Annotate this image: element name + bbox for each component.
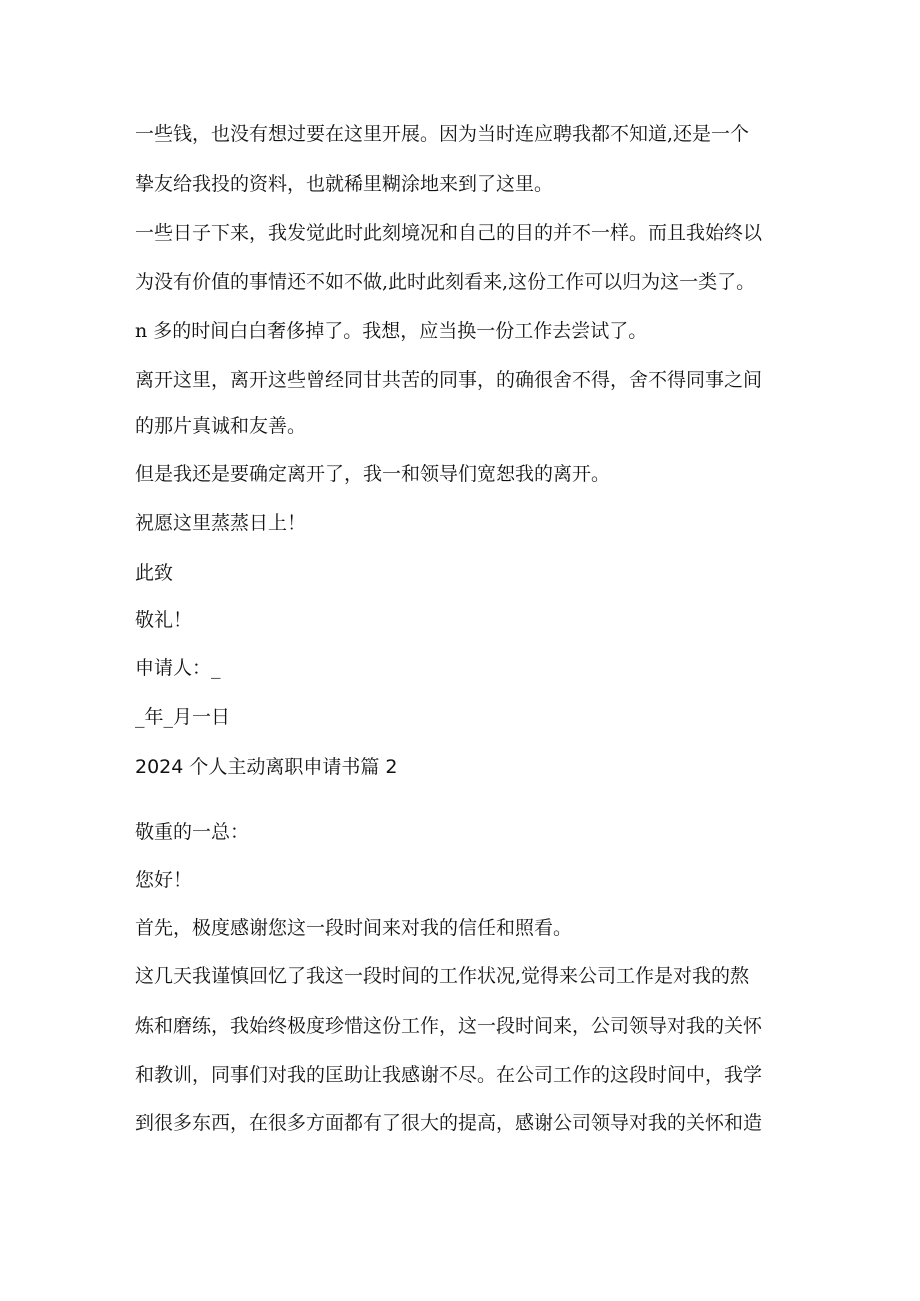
text-line-16: 您好！ <box>135 869 193 891</box>
text-line-7: 的那片真诚和友善。 <box>135 415 307 437</box>
text-line-6: 离开这里，离开这些曾经同甘共苦的同事，的确很舍不得，舍不得同事之间 <box>135 369 763 391</box>
text-line-1: 一些钱，也没有想过要在这里开展。因为当时连应聘我都不知道,还是一个 <box>135 123 750 145</box>
text-line-5: n 多的时间白白奢侈掉了。我想，应当换一份工作去尝试了。 <box>135 320 648 342</box>
section-heading: 2024 个人主动离职申请书篇 2 <box>135 756 398 778</box>
text-line-18: 这几天我谨慎回忆了我这一段时间的工作状况,觉得来公司工作是对我的熬 <box>135 965 750 987</box>
text-line-20: 和教训，同事们对我的匡助让我感谢不尽。在公司工作的这段时间中，我学 <box>135 1064 763 1086</box>
text-line-12: 申请人：_ <box>135 657 221 679</box>
text-line-15: 敬重的一总： <box>135 821 250 843</box>
text-line-2: 挚友给我投的资料，也就稀里糊涂地来到了这里。 <box>135 173 554 195</box>
text-line-17: 首先，极度感谢您这一段时间来对我的信任和照看。 <box>135 917 573 939</box>
text-line-4: 为没有价值的事情还不如不做,此时此刻看来,这份工作可以归为这一类了。 <box>135 271 756 293</box>
text-line-21: 到很多东西，在很多方面都有了很大的提高，感谢公司领导对我的关怀和造 <box>135 1112 763 1134</box>
text-line-19: 炼和磨练，我始终极度珍惜这份工作，这一段时间来，公司领导对我的关怀 <box>135 1015 763 1037</box>
text-line-13: _年_月一日 <box>135 706 231 728</box>
text-line-3: 一些日子下来，我发觉此时此刻境况和自己的目的并不一样。而且我始终以 <box>135 222 763 244</box>
text-line-9: 祝愿这里蒸蒸日上！ <box>135 512 307 534</box>
text-line-8: 但是我还是要确定离开了，我一和领导们宽恕我的离开。 <box>135 463 611 485</box>
text-line-10: 此致 <box>135 562 174 584</box>
text-line-11: 敬礼！ <box>135 609 193 631</box>
